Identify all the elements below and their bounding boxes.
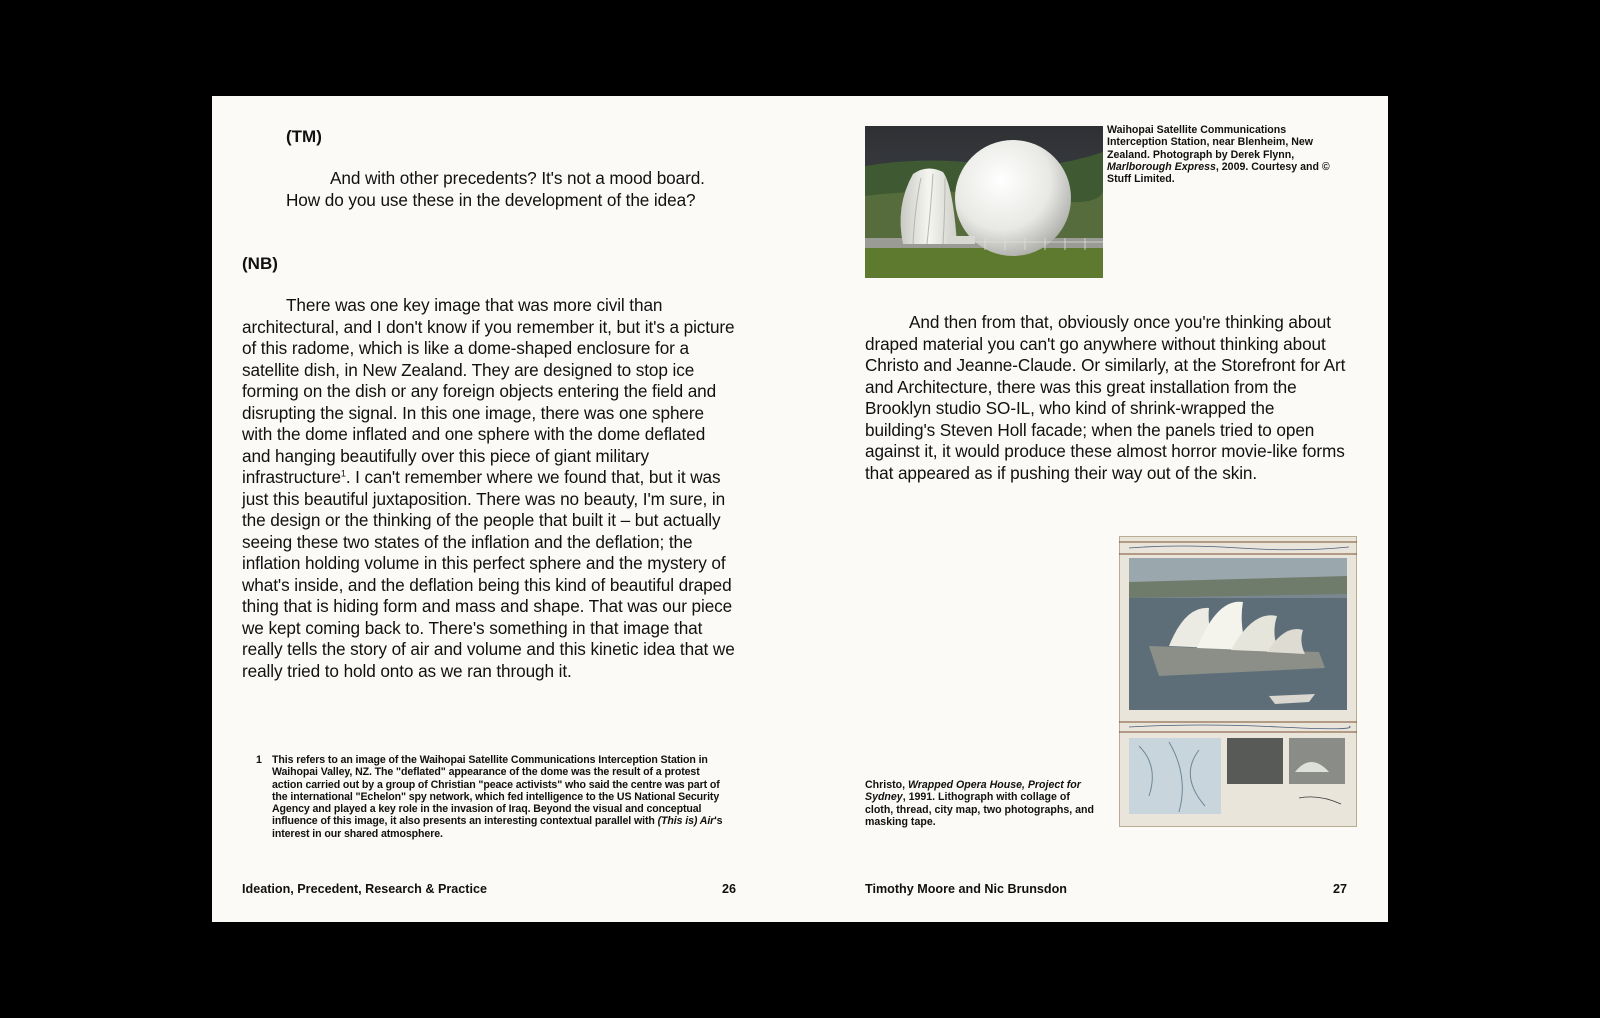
page-number-right: 27 bbox=[1332, 882, 1347, 896]
footnote-text bbox=[272, 754, 732, 840]
radome-caption-italic: Marlborough Express bbox=[1107, 160, 1216, 173]
speaker-nb-label: (NB) bbox=[242, 254, 278, 273]
footnote-text-after: 's interest in our shared atmosphere. bbox=[272, 815, 723, 840]
radome-caption-before: Waihopai Satellite Communications Interception Station, near Blenheim, New Zealand. Photograph by Derek Flynn, bbox=[1107, 124, 1314, 161]
answer-text-part1: There was one key image that was more civil than architectural, and I don't know if you remember it, but it's a picture of this radome, which is like a dome-shaped enclosure for a satellite dish, in New Zealand. They are designed to stop ice forming on the dish or any foreign objects entering the field and disrupting the signal. In this one image, there was one sphere with the dome inflated and one sphere with the dome deflated and hanging beautifully over this piece of giant military infrastructure bbox=[242, 295, 735, 487]
left-page bbox=[212, 96, 772, 922]
opera-caption-after: , 1991. Lithograph with collage of cloth, thread, city map, two photographs, and masking tape. bbox=[865, 791, 1094, 828]
interviewer-question: And with other precedents? It's not a mood board. How do you use these in the development of the idea? bbox=[286, 168, 705, 210]
right-paragraph: And then from that, obviously once you're thinking about draped material you can't go anywhere without thinking about Christo and Jeanne-Claude. Or similarly, at the Storefront for Art and Architecture, there was this great installation from the Brooklyn studio SO-IL, who kind of shrink-wrapped the building's Steven Holl facade; when the panels tried to open against it, it would produce these almost horror movie-like forms that appeared as if pushing their way out of the skin. bbox=[865, 312, 1346, 483]
footer-title-right: Timothy Moore and Nic Brunsdon bbox=[865, 882, 1067, 896]
footnote-text-italic: (This is) Air bbox=[657, 815, 715, 828]
footnote-text-before: This refers to an image of the Waihopai Satellite Communications Interception Station in Waihopai Valley, NZ. The "deflated" appearance of the dome was the result of a protest action carried out by a group of Christian "peace activists" who said the centre was part of the international "Echelon" spy network, which fed intelligence to the US National Security Agency and played a key role in the invasion of Iraq. Beyond the visual and conceptual influence of this image, it also presents an interesting contextual parallel with bbox=[272, 754, 720, 828]
opera-caption-italic: Wrapped Opera House, Project for Sydney bbox=[865, 779, 1081, 804]
page-number-left: 26 bbox=[721, 882, 736, 896]
opera-collage-caption bbox=[865, 779, 1097, 828]
speaker-tm-label: (TM) bbox=[286, 127, 322, 146]
interviewee-answer bbox=[242, 295, 736, 682]
radome-photo bbox=[865, 126, 1103, 278]
footnote-reference[interactable]: 1 bbox=[340, 468, 346, 479]
radome-photo-image bbox=[865, 126, 1103, 278]
radome-photo-caption bbox=[1107, 124, 1347, 185]
radome-caption-after: , 2009. Courtesy and © Stuff Limited. bbox=[1107, 160, 1330, 186]
answer-text-part2: . I can't remember where we found that, but it was just this beautiful juxtaposition. There was no beauty, I'm sure, in the design or the thinking of the people that built it – but actually seeing these two states of the inflation and the deflation; the inflation holding volume in this perfect sphere and the mystery of what's inside, and the deflation being this kind of beautiful draped thing that is hiding form and mass and shape. That was our piece we kept coming back to. There's something in that image that really tells the story of air and volume and this kinetic idea that we really tried to hold onto as we ran through it. bbox=[242, 467, 735, 681]
opera-caption-before: Christo, bbox=[865, 779, 908, 791]
footer-title-left: Ideation, Precedent, Research & Practice bbox=[242, 882, 487, 896]
opera-collage-image bbox=[1119, 536, 1357, 827]
footnote-number: 1 bbox=[256, 754, 262, 766]
opera-house-collage bbox=[1119, 536, 1357, 827]
